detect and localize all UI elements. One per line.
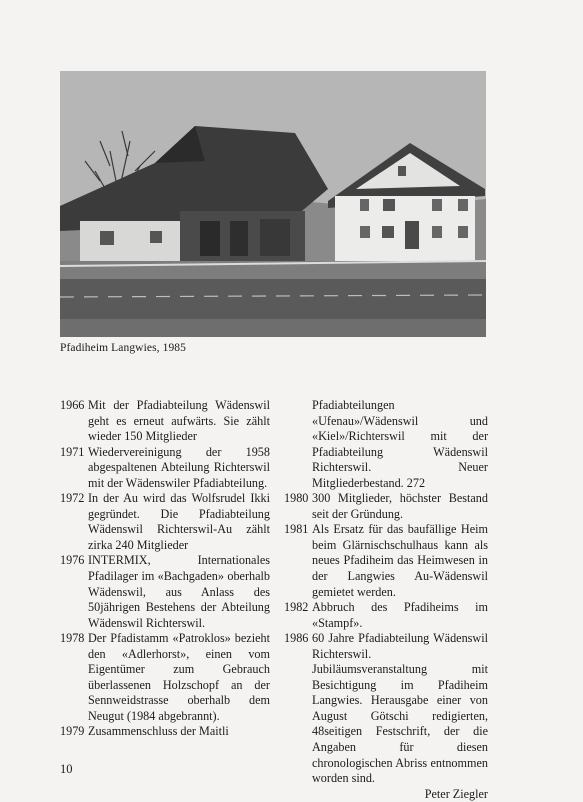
entry-year: 1986 (284, 631, 309, 646)
entry-text: INTERMIX, Internationales Pfadilager im «Bachgaden» oberhalb Wädenswil, aus Anlass des 50jährigen Bestehens der Abteilung Wädenswil Richterswil. (88, 553, 270, 630)
chronicle-entry (284, 631, 488, 786)
entry-text: Als Ersatz für das baufällige Heim beim Glärnischschulhaus kann als neues Pfadiheim das Heimwesen in der Langwies Au-Wädenswil gemietet werden. (312, 522, 488, 599)
entry-year: 1978 (60, 631, 85, 646)
chronicle-entry (60, 724, 270, 740)
entry-continuation: Pfadiabteilungen «Ufenau»/Wädenswil und «Kiel»/Richterswil mit der Pfadiabteilung Wädenswil Richterswil. Neuer Mitgliederbestand. 272 (312, 398, 488, 490)
entry-year: 1981 (284, 522, 309, 537)
entry-text: Mit der Pfadiabteilung Wädenswil geht es erneut aufwärts. Sie zählt wieder 150 Mitglieder (88, 398, 270, 444)
chronicle-entry (60, 631, 270, 724)
chronicle-entry (284, 491, 488, 522)
entry-year: 1982 (284, 600, 309, 615)
chronicle-entry (60, 398, 270, 445)
entry-year: 1972 (60, 491, 85, 506)
entry-text: Der Pfadistamm «Patroklos» bezieht den «Adlerhorst», einen vom Eigentümer zum Gebrauch überlassenen Holzschopf an der Sennweidstrasse oberhalb dem Neugut (1984 abgebrannt). (88, 631, 270, 723)
entry-year: 1980 (284, 491, 309, 506)
author-signature: Peter Ziegler (424, 786, 488, 801)
entry-year: 1979 (60, 724, 85, 739)
chronicle-entry (284, 600, 488, 631)
chronicle-entry (60, 445, 270, 492)
chronicle-left-column (60, 398, 270, 743)
entry-text: 300 Mitglieder, höchster Bestand seit der Gründung. (312, 491, 488, 521)
entry-year: 1966 (60, 398, 85, 412)
page-number: 10 (60, 762, 73, 776)
entry-text: In der Au wird das Wolfsrudel Ikki gegründet. Die Pfadiabteilung Wädenswil Richterswil-Au zählt zirka 240 Mitglieder (88, 491, 270, 552)
entry-text: Zusammenschluss der Maitli (88, 724, 229, 739)
chronicle-entry (284, 522, 488, 600)
entry-year: 1971 (60, 444, 85, 459)
chronicle-entry (60, 491, 270, 553)
photo-caption: Pfadiheim Langwies, 1985 (60, 342, 187, 354)
chronicle-entry (60, 553, 270, 631)
photo-pfadiheim (60, 71, 486, 337)
entry-text: 60 Jahre Pfadiabteilung Wädenswil Richterswil. Jubiläumsveranstaltung mit Besichtigung im Pfadiheim Langwies. Herausgabe einer von August Götschi redigierten, 48seitigen Festschrift, der die Angaben für diesen chronologischen Abriss entnommen worden sind. (312, 631, 488, 786)
entry-text: Abbruch des Pfadiheims im «Stampf». (312, 600, 488, 630)
entry-text: Wiedervereinigung der 1958 abgespaltenen Abteilung Richterswil mit der Wädenswiler Pfadiabteilung. (88, 444, 270, 490)
entry-year: 1976 (60, 553, 85, 568)
chronicle-right-column (284, 398, 488, 801)
